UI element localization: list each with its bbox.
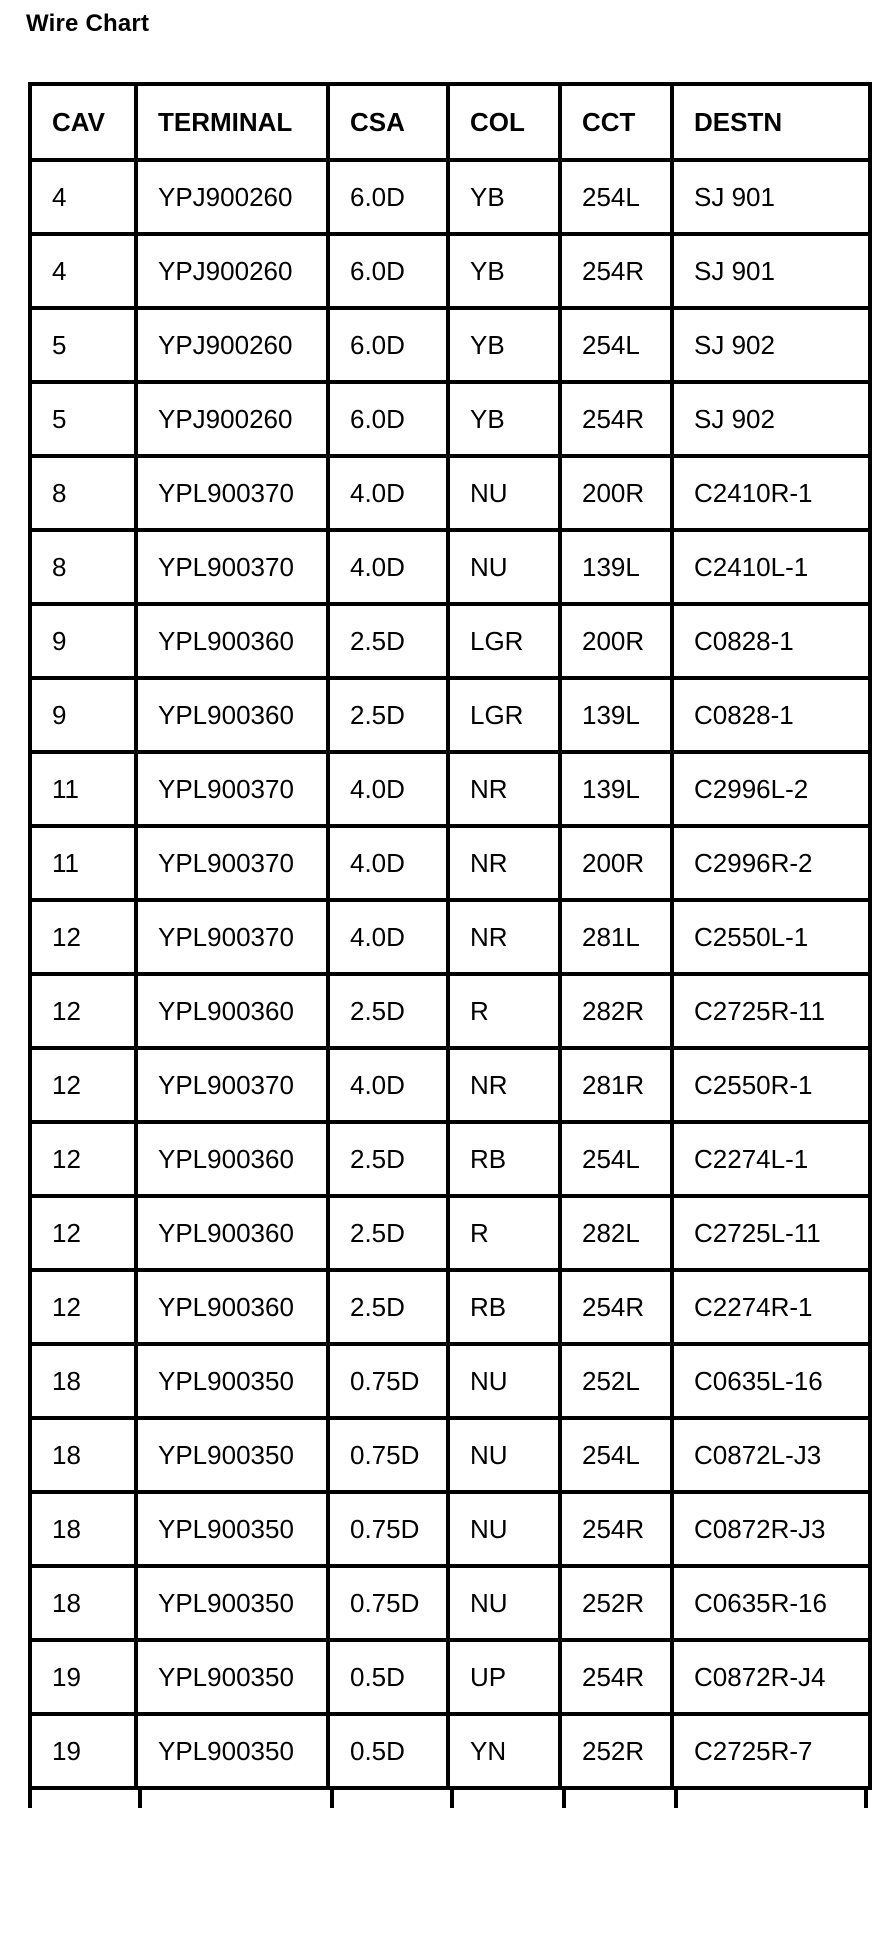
cell-cct: 200R (560, 604, 672, 678)
table-row (30, 1344, 870, 1418)
cell-destn: SJ 902 (672, 382, 870, 456)
cell-cav: 12 (30, 1122, 136, 1196)
cell-terminal: YPL900350 (136, 1640, 328, 1714)
table-row (30, 1566, 870, 1640)
cell-col: R (448, 1196, 560, 1270)
cell-terminal: YPL900360 (136, 974, 328, 1048)
table-row (30, 160, 870, 234)
cell-terminal: YPL900360 (136, 604, 328, 678)
cell-cav: 12 (30, 900, 136, 974)
cell-col: NU (448, 1492, 560, 1566)
cell-col: NU (448, 456, 560, 530)
cell-csa: 4.0D (328, 1048, 448, 1122)
cell-destn: C2996L-2 (672, 752, 870, 826)
cell-destn: C0828-1 (672, 678, 870, 752)
cell-csa: 2.5D (328, 1122, 448, 1196)
table-row (30, 1714, 870, 1788)
table-row (30, 308, 870, 382)
cell-csa: 0.75D (328, 1344, 448, 1418)
cell-destn: C2410L-1 (672, 530, 870, 604)
cell-csa: 0.75D (328, 1566, 448, 1640)
cell-csa: 4.0D (328, 900, 448, 974)
cell-terminal: YPL900360 (136, 1196, 328, 1270)
cell-terminal: YPL900370 (136, 530, 328, 604)
table-row (30, 752, 870, 826)
cell-terminal: YPJ900260 (136, 234, 328, 308)
cell-destn: C2274L-1 (672, 1122, 870, 1196)
cell-cct: 281R (560, 1048, 672, 1122)
cell-destn: C2725L-11 (672, 1196, 870, 1270)
cell-cav: 9 (30, 678, 136, 752)
table-row (30, 1122, 870, 1196)
table-row (30, 900, 870, 974)
page-title: Wire Chart (26, 10, 150, 37)
cell-cav: 4 (30, 234, 136, 308)
cell-destn: SJ 901 (672, 160, 870, 234)
cell-terminal: YPL900360 (136, 678, 328, 752)
cell-cct: 139L (560, 678, 672, 752)
table-row (30, 1492, 870, 1566)
cell-col: YB (448, 160, 560, 234)
cell-cct: 254L (560, 308, 672, 382)
cell-cct: 254R (560, 382, 672, 456)
cell-cav: 8 (30, 456, 136, 530)
cell-destn: SJ 902 (672, 308, 870, 382)
header-cct: CCT (560, 84, 672, 160)
cutoff-divider (450, 1788, 454, 1808)
cell-cav: 5 (30, 308, 136, 382)
cutoff-divider (138, 1788, 142, 1808)
cell-csa: 6.0D (328, 382, 448, 456)
table-row (30, 1640, 870, 1714)
cell-cav: 12 (30, 1196, 136, 1270)
cell-csa: 2.5D (328, 974, 448, 1048)
table-row (30, 530, 870, 604)
cutoff-divider (674, 1788, 678, 1808)
cell-destn: C0872L-J3 (672, 1418, 870, 1492)
cell-csa: 4.0D (328, 530, 448, 604)
cell-cct: 281L (560, 900, 672, 974)
cell-terminal: YPL900350 (136, 1344, 328, 1418)
cell-destn: SJ 901 (672, 234, 870, 308)
cell-cav: 12 (30, 974, 136, 1048)
cell-destn: C0872R-J4 (672, 1640, 870, 1714)
cell-destn: C0828-1 (672, 604, 870, 678)
cell-csa: 2.5D (328, 678, 448, 752)
cell-cct: 254R (560, 1640, 672, 1714)
cell-cct: 139L (560, 752, 672, 826)
cell-cct: 254L (560, 1418, 672, 1492)
table-cutoff-row (28, 1788, 868, 1808)
table-row (30, 678, 870, 752)
cell-destn: C2550L-1 (672, 900, 870, 974)
cell-csa: 4.0D (328, 752, 448, 826)
table-row (30, 456, 870, 530)
cell-destn: C0872R-J3 (672, 1492, 870, 1566)
cell-cav: 12 (30, 1048, 136, 1122)
cell-destn: C2274R-1 (672, 1270, 870, 1344)
cell-csa: 0.5D (328, 1640, 448, 1714)
cell-terminal: YPL900350 (136, 1418, 328, 1492)
cell-cct: 252R (560, 1714, 672, 1788)
cell-cct: 282R (560, 974, 672, 1048)
cell-terminal: YPJ900260 (136, 308, 328, 382)
cell-cav: 18 (30, 1418, 136, 1492)
cell-cav: 18 (30, 1492, 136, 1566)
cell-destn: C2550R-1 (672, 1048, 870, 1122)
cell-terminal: YPJ900260 (136, 382, 328, 456)
cell-terminal: YPL900360 (136, 1270, 328, 1344)
cell-csa: 4.0D (328, 826, 448, 900)
cell-col: UP (448, 1640, 560, 1714)
cell-csa: 0.5D (328, 1714, 448, 1788)
cell-col: YB (448, 382, 560, 456)
cell-destn: C0635L-16 (672, 1344, 870, 1418)
cell-terminal: YPJ900260 (136, 160, 328, 234)
cell-csa: 6.0D (328, 308, 448, 382)
cell-destn: C2996R-2 (672, 826, 870, 900)
cell-cav: 11 (30, 826, 136, 900)
cell-csa: 2.5D (328, 1196, 448, 1270)
cell-col: RB (448, 1270, 560, 1344)
cell-terminal: YPL900350 (136, 1714, 328, 1788)
cell-terminal: YPL900370 (136, 456, 328, 530)
cell-cav: 4 (30, 160, 136, 234)
cell-cct: 254R (560, 234, 672, 308)
cell-cct: 252R (560, 1566, 672, 1640)
cell-col: NR (448, 826, 560, 900)
cell-col: YB (448, 308, 560, 382)
cell-cct: 254R (560, 1492, 672, 1566)
cell-cav: 18 (30, 1344, 136, 1418)
table-row (30, 382, 870, 456)
table-header-row (30, 84, 870, 160)
cell-csa: 2.5D (328, 604, 448, 678)
cell-terminal: YPL900370 (136, 900, 328, 974)
cell-cav: 5 (30, 382, 136, 456)
table-row (30, 1048, 870, 1122)
cell-csa: 4.0D (328, 456, 448, 530)
table-row (30, 604, 870, 678)
cell-col: YN (448, 1714, 560, 1788)
cell-cct: 252L (560, 1344, 672, 1418)
cell-terminal: YPL900370 (136, 752, 328, 826)
cell-col: NR (448, 752, 560, 826)
cell-terminal: YPL900350 (136, 1492, 328, 1566)
cell-cav: 8 (30, 530, 136, 604)
cell-cct: 254L (560, 1122, 672, 1196)
cell-destn: C2410R-1 (672, 456, 870, 530)
cell-cct: 254R (560, 1270, 672, 1344)
cell-cav: 11 (30, 752, 136, 826)
cell-cav: 9 (30, 604, 136, 678)
cell-col: NU (448, 1418, 560, 1492)
cell-col: R (448, 974, 560, 1048)
wire-chart-table (28, 82, 872, 1790)
cell-terminal: YPL900370 (136, 826, 328, 900)
cell-cct: 254L (560, 160, 672, 234)
cell-col: NU (448, 1566, 560, 1640)
table-body (30, 160, 870, 1788)
cell-cct: 200R (560, 826, 672, 900)
table-row (30, 1418, 870, 1492)
header-cav: CAV (30, 84, 136, 160)
cell-terminal: YPL900350 (136, 1566, 328, 1640)
cutoff-divider (562, 1788, 566, 1808)
header-destn: DESTN (672, 84, 870, 160)
cell-csa: 6.0D (328, 160, 448, 234)
cell-terminal: YPL900370 (136, 1048, 328, 1122)
header-col: COL (448, 84, 560, 160)
table-row (30, 1270, 870, 1344)
header-terminal: TERMINAL (136, 84, 328, 160)
cell-cct: 200R (560, 456, 672, 530)
header-csa: CSA (328, 84, 448, 160)
cell-csa: 0.75D (328, 1492, 448, 1566)
cell-col: NU (448, 1344, 560, 1418)
cell-col: YB (448, 234, 560, 308)
table-row (30, 234, 870, 308)
cell-csa: 2.5D (328, 1270, 448, 1344)
cell-cav: 19 (30, 1640, 136, 1714)
cell-cct: 139L (560, 530, 672, 604)
cell-col: NU (448, 530, 560, 604)
cell-destn: C0635R-16 (672, 1566, 870, 1640)
cell-cav: 18 (30, 1566, 136, 1640)
cell-col: LGR (448, 604, 560, 678)
cutoff-divider (330, 1788, 334, 1808)
cell-col: NR (448, 900, 560, 974)
cell-destn: C2725R-7 (672, 1714, 870, 1788)
cell-col: LGR (448, 678, 560, 752)
cell-col: NR (448, 1048, 560, 1122)
table-row (30, 1196, 870, 1270)
cell-cav: 12 (30, 1270, 136, 1344)
table-row (30, 826, 870, 900)
cell-csa: 6.0D (328, 234, 448, 308)
cell-csa: 0.75D (328, 1418, 448, 1492)
table-row (30, 974, 870, 1048)
cell-cav: 19 (30, 1714, 136, 1788)
cell-terminal: YPL900360 (136, 1122, 328, 1196)
cell-destn: C2725R-11 (672, 974, 870, 1048)
cell-cct: 282L (560, 1196, 672, 1270)
cell-col: RB (448, 1122, 560, 1196)
